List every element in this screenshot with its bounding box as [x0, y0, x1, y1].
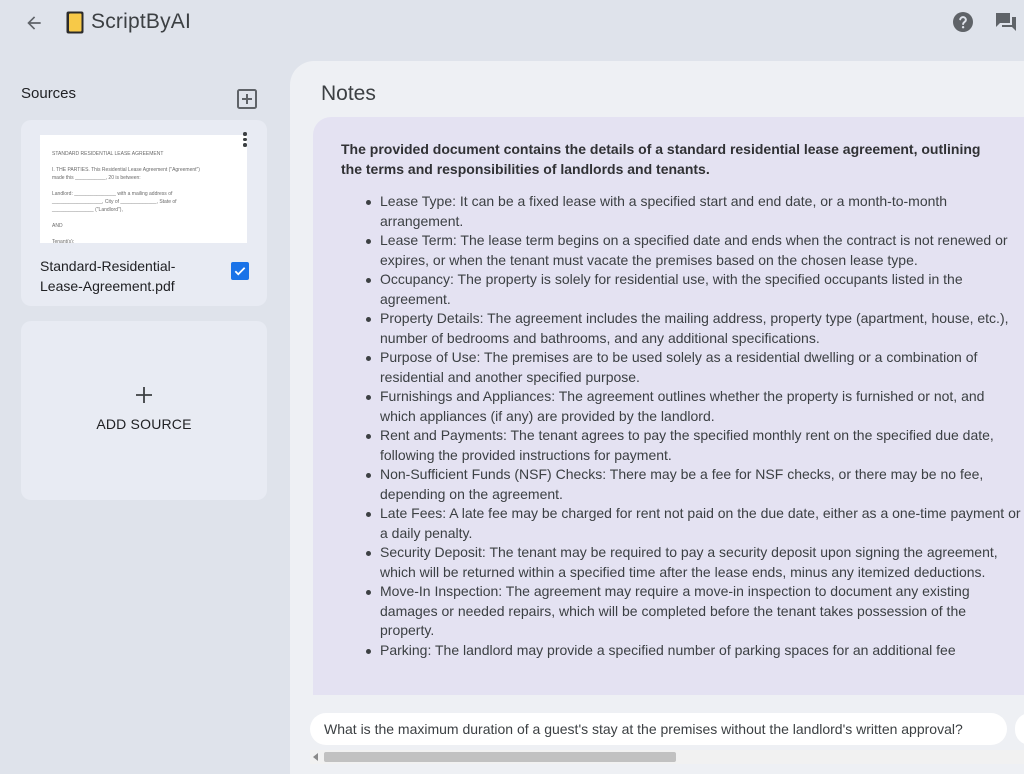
note-list-item: Move-In Inspection: The agreement may require a move-in inspection to document any existing damages or needed repairs, which will be completed before the tenant takes possession of the property. [341, 582, 1021, 641]
suggested-question-chip[interactable]: What is the maximum duration of a guest's stay at the premises without the landlord's written approval? [310, 713, 1007, 745]
note-list-item: Security Deposit: The tenant may be required to pay a security deposit upon signing the agreement, which will be returned within a specified time after the lease ends, minus any itemized deductions. [341, 543, 1021, 582]
note-list-item: Purpose of Use: The premises are to be used solely as a residential dwelling or a combination of residential and another specified purpose. [341, 348, 1021, 387]
add-box-icon [236, 88, 258, 110]
note-list-item: Lease Type: It can be a fixed lease with a specified start and end date, or a month-to-month arrangement. [341, 192, 1021, 231]
back-button[interactable] [20, 9, 48, 37]
scrollbar-thumb[interactable] [324, 752, 676, 762]
thumbnail-line [52, 158, 235, 166]
note-list-item: Furnishings and Appliances: The agreement outlines whether the property is furnished or not, and which appliances (if any) are provided by the landlord. [341, 387, 1021, 426]
note-list-item: Late Fees: A late fee may be charged for rent not paid on the due date, either as a one-time payment or a daily penalty. [341, 504, 1021, 543]
sources-label: Sources [21, 85, 77, 102]
thumbnail-line [52, 230, 235, 238]
source-card[interactable] [21, 120, 267, 306]
scroll-left-arrow-icon[interactable] [313, 753, 318, 761]
source-file-name: Standard-Residential-Lease-Agreement.pdf [40, 258, 176, 294]
note-card[interactable] [313, 117, 1024, 695]
source-thumbnail [40, 135, 247, 243]
add-source-button[interactable] [21, 321, 267, 500]
note-list-item: Non-Sufficient Funds (NSF) Checks: There may be a fee for NSF checks, or there may be no fee, depending on the agreement. [341, 465, 1021, 504]
note-list-item: Parking: The landlord may provide a specified number of parking spaces for an additional fee [341, 641, 1021, 661]
more-options-icon[interactable] [242, 132, 248, 148]
notebook-icon [66, 11, 84, 34]
arrow-left-icon [24, 13, 44, 33]
thumbnail-text [52, 150, 235, 243]
note-list-item: Rent and Payments: The tenant agrees to pay the specified monthly rent on the specified due date, following the provided instructions for payment. [341, 426, 1021, 465]
source-checkbox[interactable] [231, 262, 249, 280]
thumbnail-line: Tenant(s): ________________________________ [52, 239, 165, 243]
note-list-item: Property Details: The agreement includes the mailing address, property type (apartment, house, etc.), number of bedrooms and bathrooms, and any additional specifications. [341, 309, 1021, 348]
thumbnail-line: Landlord: _______________ with a mailing address of [52, 191, 173, 197]
help-button[interactable] [951, 10, 975, 34]
app-title: ScriptByAI [91, 10, 192, 33]
thumbnail-line: I. THE PARTIES. This Residential Lease Agreement ("Agreement") [52, 167, 200, 173]
note-list-item: Occupancy: The property is solely for residential use, with the specified occupants listed in the agreement. [341, 270, 1021, 309]
notes-title: Notes [321, 82, 376, 105]
horizontal-scrollbar[interactable] [310, 750, 1024, 764]
thumbnail-line [52, 214, 235, 222]
thumbnail-line: _______________ ("Landlord"), [52, 207, 123, 213]
chat-icon [994, 10, 1018, 34]
chat-button[interactable] [994, 10, 1018, 34]
top-bar [0, 0, 1024, 46]
thumbnail-line: made this ___________, 20 is between: [52, 175, 141, 181]
help-icon [951, 10, 975, 34]
note-list [341, 192, 1021, 660]
note-heading: The provided document contains the details of a standard residential lease agreement, outlining the terms and responsibilities of landlords and tenants. [341, 141, 981, 177]
add-source-icon-button[interactable] [236, 88, 258, 110]
thumbnail-line: __________________, City of _____________, State of [52, 199, 177, 205]
thumbnail-line [52, 182, 235, 190]
add-source-label: ADD SOURCE [96, 416, 192, 432]
thumbnail-line: STANDARD RESIDENTIAL LEASE AGREEMENT [52, 151, 164, 157]
thumbnail-line: AND [52, 223, 63, 229]
check-icon [233, 264, 247, 278]
note-list-item: Lease Term: The lease term begins on a specified date and ends when the contract is not renewed or expires, or when the tenant must vacate the premises based on the chosen lease type. [341, 231, 1021, 270]
plus-icon [135, 386, 153, 404]
